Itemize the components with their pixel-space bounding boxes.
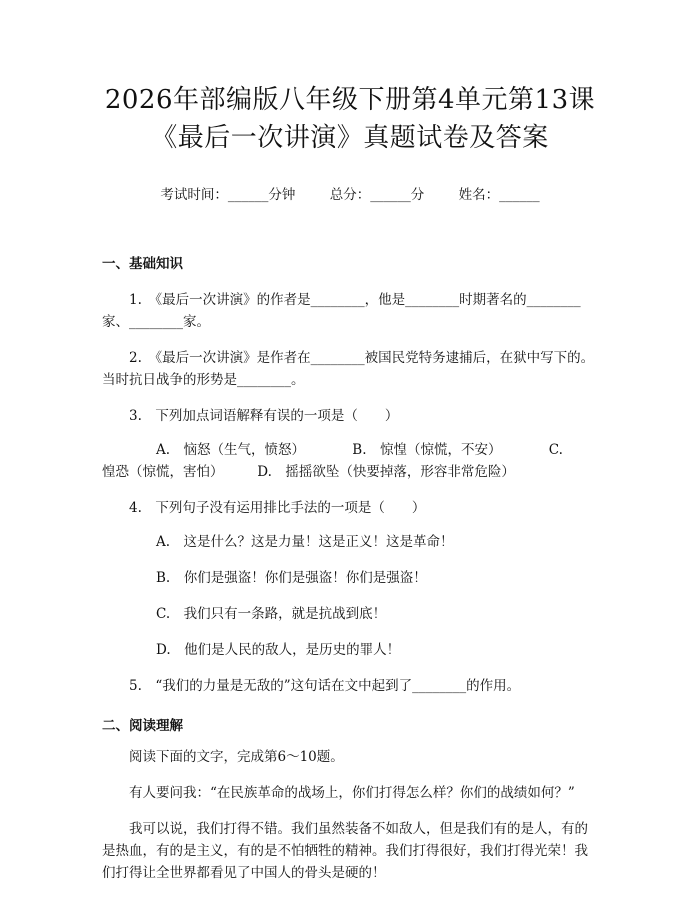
question-2: 2. 《最后一次讲演》是作者在________被国民党特务逮捕后，在狱中写下的。当时抗日战争的形势是________。 <box>102 350 595 388</box>
question-4-option-d: D. 他们是人民的敌人，是历史的罪人！ <box>156 642 401 658</box>
total-score-label: 总分：______分 <box>329 187 425 203</box>
question-4-option-c: C. 我们只有一条路，就是抗战到底！ <box>156 606 387 622</box>
question-3-options-line2: 惶恐（惊慌，害怕） D. 摇摇欲坠（快要掉落，形容非常危险） <box>102 464 515 480</box>
reading-paragraph-1: 有人要问我：“在民族革命的战场上，你们打得怎么样？你们的战绩如何？” <box>129 785 575 801</box>
question-1: 1. 《最后一次讲演》的作者是________，他是________时期著名的________家、________家。 <box>102 292 581 330</box>
reading-intro: 阅读下面的文字，完成第6～10题。 <box>129 749 344 765</box>
question-4-option-b: B. 你们是强盗！你们是强盗！你们是强盗！ <box>156 570 427 586</box>
question-4-option-a: A. 这是什么？这是力量！这是正义！这是革命！ <box>156 534 454 550</box>
question-3: 3. 下列加点词语解释有误的一项是（ ） <box>129 408 399 424</box>
question-3-options-line1: A. 恼怒（生气，愤怒） B. 惊惶（惊慌，不安） C. <box>156 442 563 458</box>
student-name-label: 姓名：______ <box>458 187 540 203</box>
question-5: 5. “我们的力量是无敌的”这句话在文中起到了________的作用。 <box>129 678 521 694</box>
exam-meta <box>102 183 598 203</box>
question-4: 4. 下列句子没有运用排比手法的一项是（ ） <box>129 500 426 516</box>
exam-title-line2: 《最后一次讲演》真题试卷及答案 <box>151 123 549 153</box>
exam-title-line1: 2026年部编版八年级下册第4单元第13课 <box>104 85 596 115</box>
exam-time-label: 考试时间：______分钟 <box>160 187 296 203</box>
section-heading-basics: 一、基础知识 <box>102 256 183 272</box>
section-heading-reading: 二、阅读理解 <box>102 718 183 734</box>
reading-paragraph-2: 我可以说，我们打得不错。我们虽然装备不如敌人，但是我们有的是人，有的是热血，有的是主义，有的是不怕牺牲的精神。我们打得很好，我们打得光荣！我们打得让全世界都看见了中国人的骨头是硬的！ <box>102 821 588 881</box>
